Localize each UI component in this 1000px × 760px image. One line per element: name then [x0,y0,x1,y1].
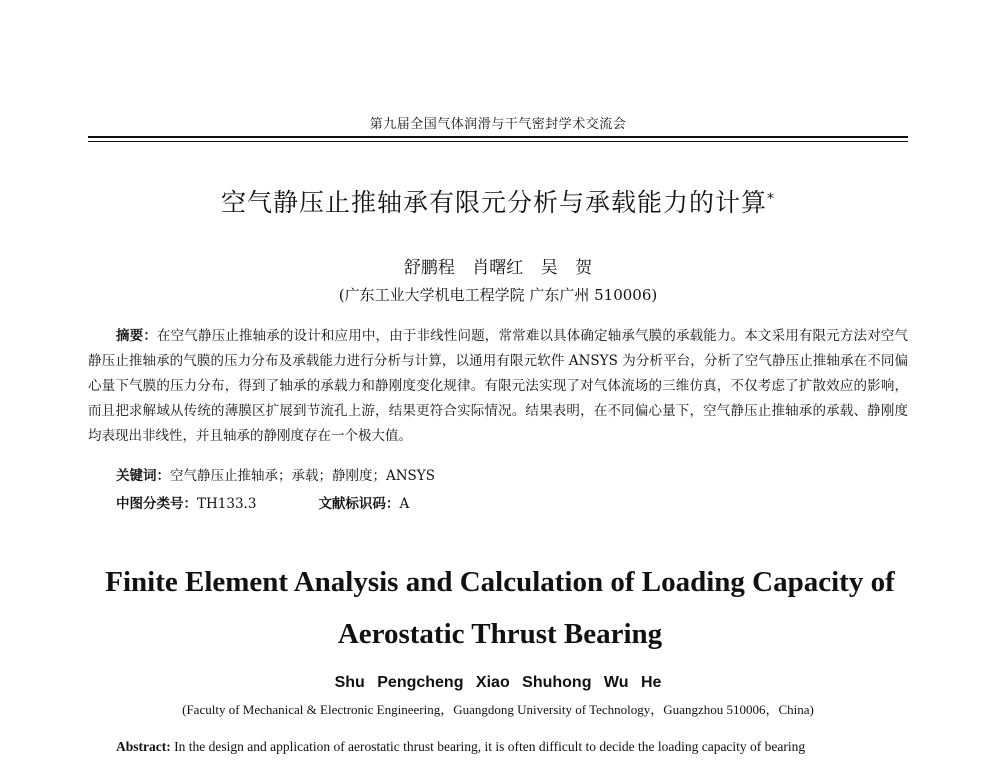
abstract-en [116,737,916,757]
title-en-line-1: Finite Element Analysis and Calculation of Loading Capacity of [105,566,895,598]
keywords-cn-label: 关键词： [116,468,170,484]
abstract-cn [88,324,908,449]
header-rule [88,136,908,138]
abstract-en-label: Abstract: [116,739,171,754]
clc-label: 中图分类号： [116,496,197,512]
clc-value: TH133.3 [197,496,257,512]
doc-code-label: 文献标识码： [318,496,400,512]
authors-cn: 舒鹏程 肖曙红 吴 贺 [403,258,593,278]
affiliation-cn: (广东工业大学机电工程学院 广东广州 510006) [338,286,658,304]
classification-row [116,493,409,515]
title-en-line-2: Aerostatic Thrust Bearing [337,618,663,650]
running-header: 第九届全国气体润滑与干气密封学术交流会 [369,117,627,132]
doc-code-value: A [399,496,410,512]
abstract-cn-text: 在空气静压止推轴承的设计和应用中，由于非线性问题，常常难以具体确定轴承气膜的承载能力。本文采用有限元方法对空气静压止推轴承的气膜的压力分布及承载能力进行分析与计算，以通用有限元软件 ANSYS 为分析平台，分析了空气静压止推轴承在不同偏心量下气膜的压力分布，得到了轴承的承载力和静刚度变化规律。有限元法实现了对气体流场的三维仿真，不仅考虑了扩散效应的影响，而且把求解域从传统的薄膜区扩展到节流孔上游，结果更符合实际情况。结果表明，在不同偏心量下，空气静压止推轴承的承载、静刚度均表现出非线性，并且轴承的静刚度存在一个极大值。 [88,328,909,444]
keywords-cn [116,465,435,487]
abstract-cn-label: 摘要： [116,328,157,344]
title-cn-footnote-mark: * [767,191,775,207]
title-en [60,556,940,660]
affiliation-en: (Faculty of Mechanical & Electronic Engineering，Guangdong University of Technology，Guangzhou 510006，China) [182,702,814,717]
abstract-en-text: In the design and application of aerostatic thrust bearing, it is often difficult to decide the loading capacity of bearing [174,739,806,754]
authors-en: Shu Pengcheng Xiao Shuhong Wu He [334,674,662,691]
title-cn-text: 空气静压止推轴承有限元分析与承载能力的计算 [220,188,767,217]
title-cn [88,186,908,220]
header-rule-thin [88,141,908,142]
keywords-cn-text: 空气静压止推轴承；承载；静刚度；ANSYS [170,468,435,484]
